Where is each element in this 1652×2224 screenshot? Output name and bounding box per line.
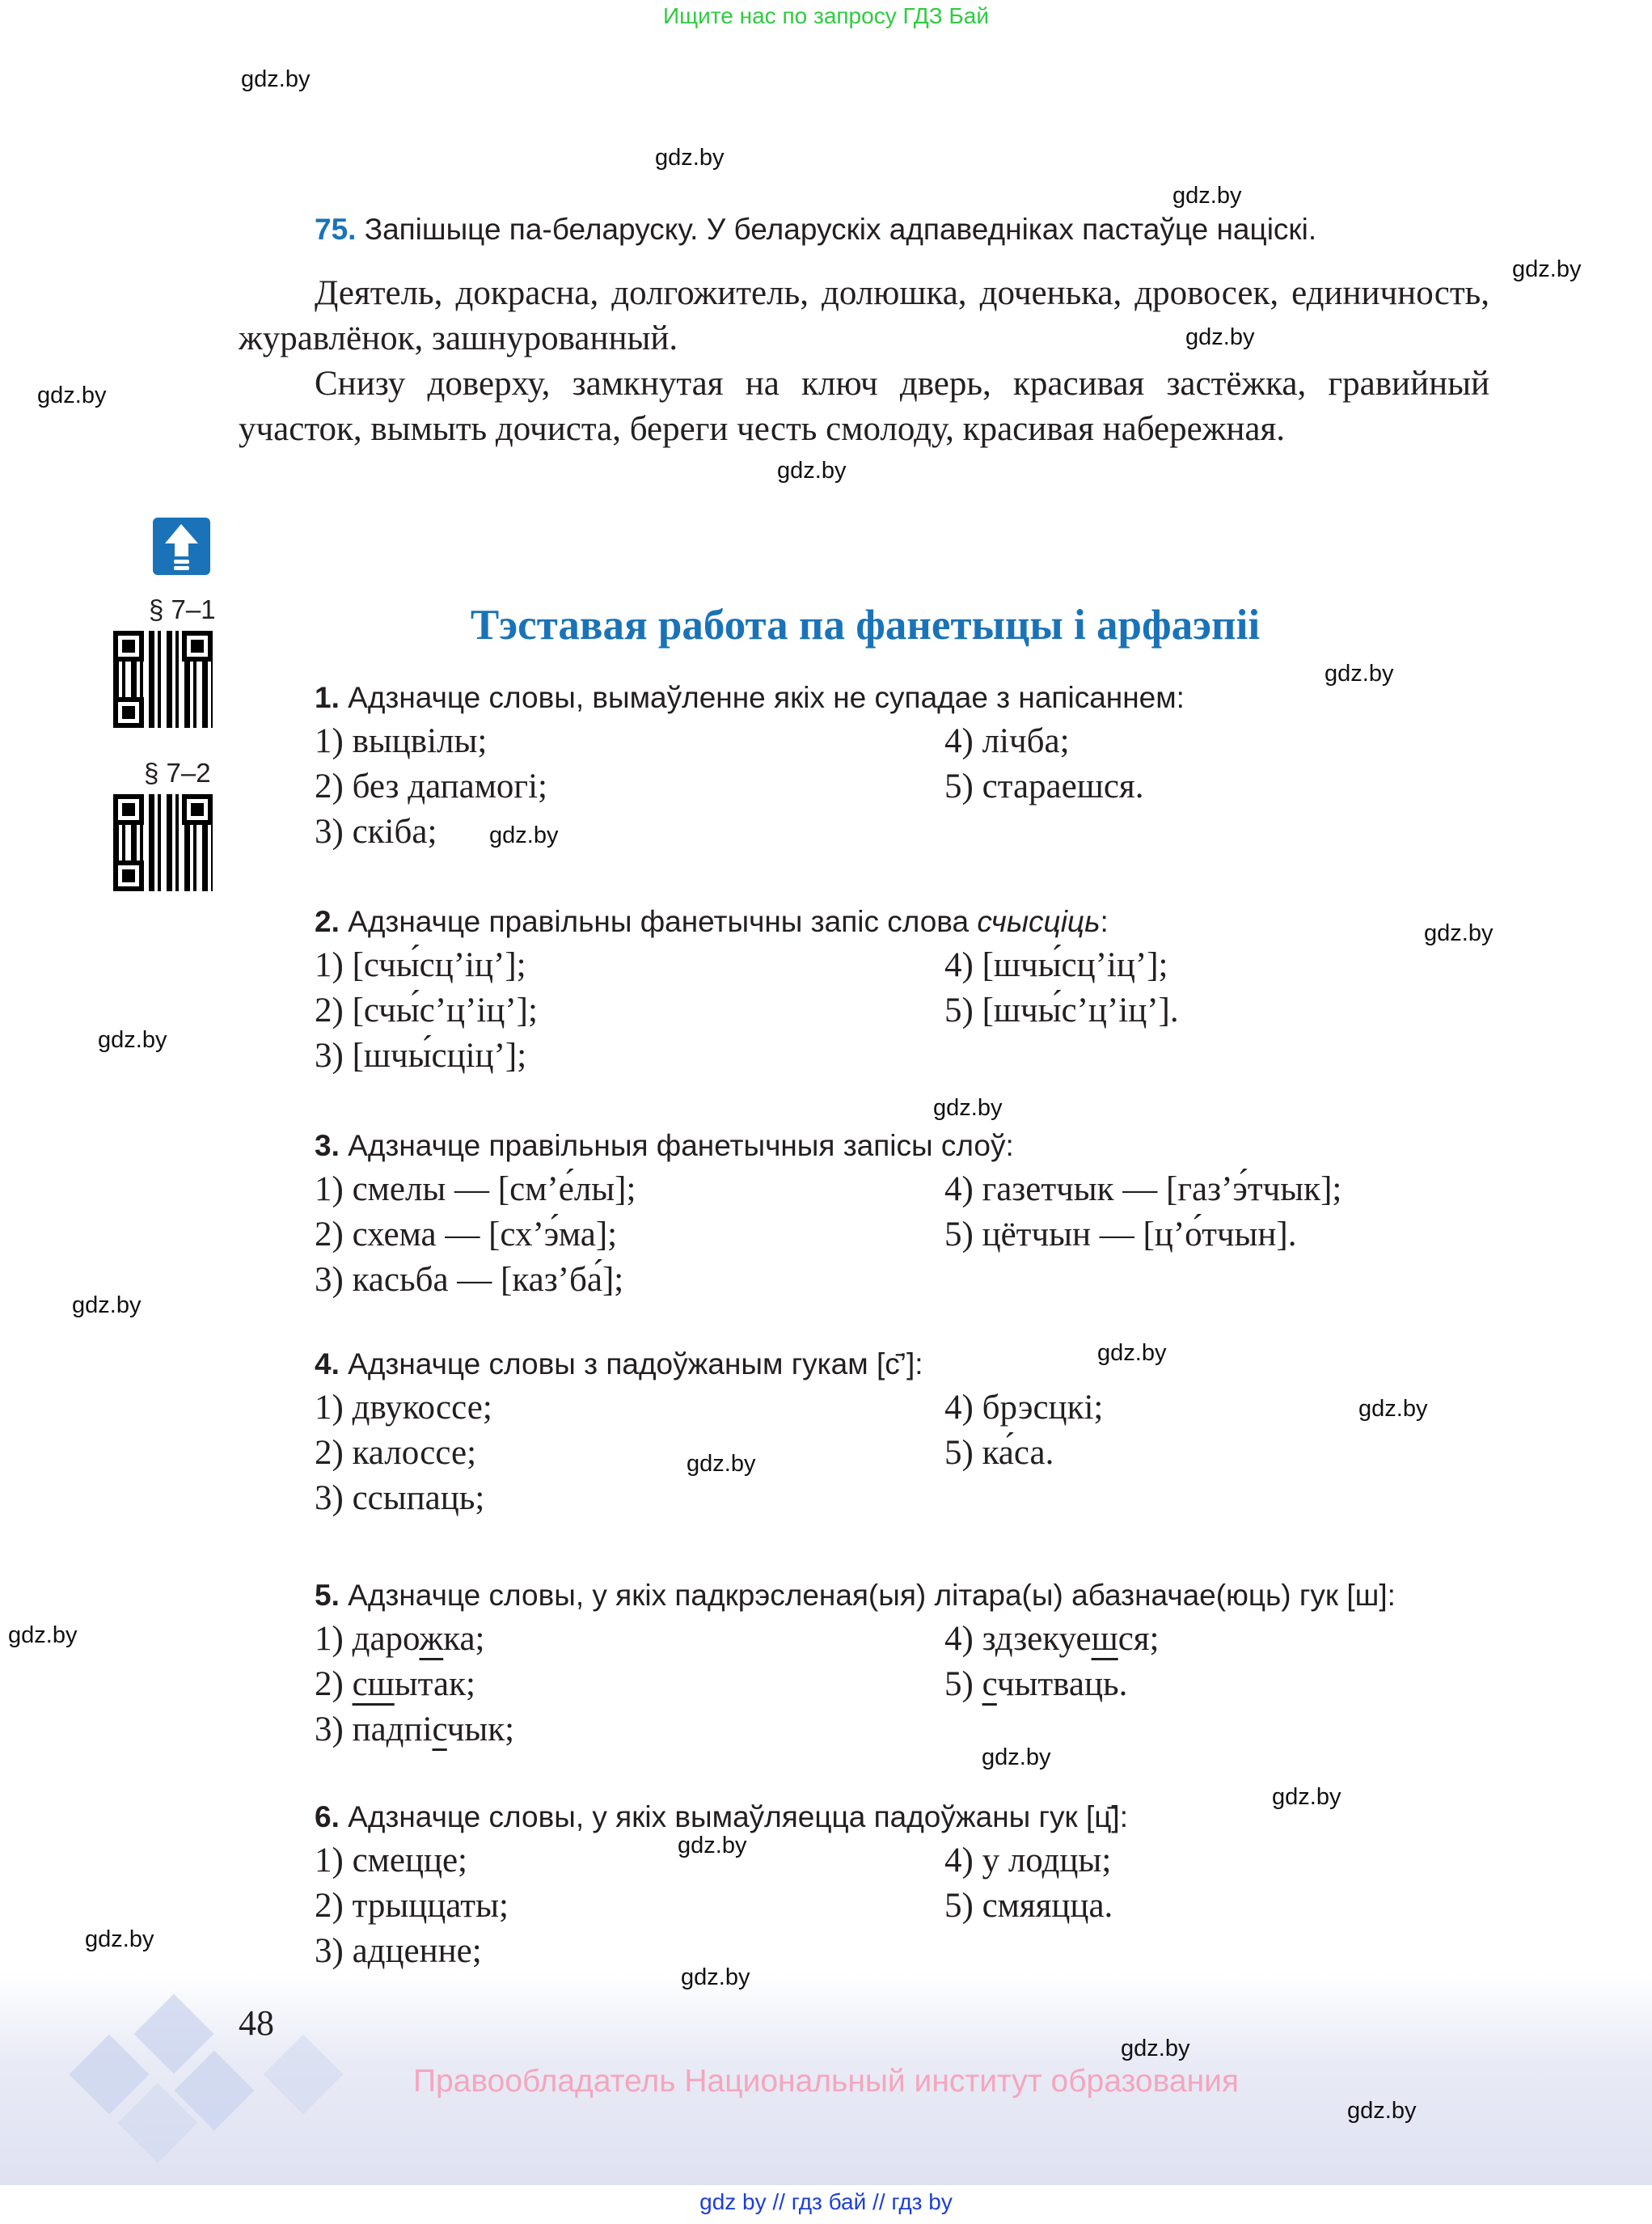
answer-option[interactable] <box>315 943 526 988</box>
answer-option[interactable] <box>315 764 547 810</box>
option-label: 3) адценне; <box>315 1932 482 1970</box>
option-label: 4) у лодцы; <box>944 1841 1112 1879</box>
option-underlined-letters: сш <box>352 1665 395 1703</box>
watermark-text: gdz.by <box>687 1451 756 1477</box>
answer-option[interactable] <box>944 943 1168 988</box>
option-label: 1) <box>315 1620 353 1658</box>
option-label: 2) калоссе; <box>315 1434 477 1472</box>
option-text-pre: здзекуе <box>982 1620 1092 1658</box>
watermark-text: gdz.by <box>241 66 311 92</box>
answer-option[interactable] <box>944 1431 1054 1476</box>
option-label: 4) газетчык — [газ’э́тчык]; <box>944 1170 1342 1208</box>
option-label: 5) смяяцца. <box>944 1887 1113 1925</box>
watermark-text: gdz.by <box>1121 2036 1190 2061</box>
top-banner[interactable]: Ищите нас по запросу ГДЗ Бай <box>662 3 990 28</box>
watermark-text: gdz.by <box>1325 661 1394 687</box>
answer-option[interactable] <box>944 1385 1103 1431</box>
watermark-text: gdz.by <box>72 1292 142 1318</box>
watermark-text: gdz.by <box>655 145 725 171</box>
option-underlined-letters: ж <box>419 1620 444 1658</box>
answer-option[interactable] <box>315 1431 476 1476</box>
upload-arrow-icon[interactable] <box>153 518 210 575</box>
answer-option[interactable] <box>315 1838 467 1884</box>
question-2-prompt <box>315 899 1109 945</box>
exercise-75-paragraph-1: Деятель, докрасна, долгожитель, долюшка, доченька, дровосек, единичность, журавлёнок, зашнурованный. <box>239 274 1489 357</box>
answer-option[interactable] <box>944 1884 1113 1929</box>
option-label: 5) [шчы́с’ц’іц’]. <box>944 991 1179 1030</box>
watermark-text: gdz.by <box>1347 2098 1417 2124</box>
option-label: 1) смелы — [см’е́лы]; <box>315 1170 636 1208</box>
copyright-notice: Правообладатель Национальный институт образования <box>412 2064 1240 2099</box>
question-text: Адзначце правільны фанетычны запіс слова <box>348 905 978 938</box>
option-text-post: чык; <box>446 1710 515 1748</box>
answer-option[interactable] <box>315 1385 492 1431</box>
answer-option[interactable] <box>315 1212 617 1258</box>
option-label: 4) <box>944 1620 982 1658</box>
exercise-75-instruction <box>315 207 1316 252</box>
option-underlined-letters: с <box>432 1710 447 1748</box>
watermark-text: gdz.by <box>1358 1396 1428 1422</box>
option-underlined-letters: с <box>982 1665 997 1703</box>
option-label: 2) [счы́с’ц’іц’]; <box>315 991 538 1030</box>
watermark-text: gdz.by <box>1172 183 1242 209</box>
watermark-text: gdz.by <box>982 1744 1051 1770</box>
answer-option[interactable] <box>944 1838 1111 1884</box>
bottom-links[interactable]: gdz by // гдз бай // гдз by <box>699 2189 953 2214</box>
question-number: 1. <box>315 681 340 714</box>
watermark-text: gdz.by <box>1424 920 1494 946</box>
answer-option[interactable] <box>315 1617 484 1662</box>
option-label: 5) <box>944 1665 982 1703</box>
answer-option[interactable] <box>944 1617 1160 1662</box>
question-number: 3. <box>315 1129 340 1162</box>
option-label: 1) [счы́сц’іц’]; <box>315 946 526 984</box>
watermark-text: gdz.by <box>489 822 559 848</box>
exercise-75-paragraph-2: Снизу доверху, замкнутая на ключ дверь, красивая застёжка, гравийный участок, вымыть дочиста, береги честь смолоду, красивая набережная. <box>239 365 1489 448</box>
qr-code-icon[interactable] <box>113 794 213 891</box>
question-number: 2. <box>315 905 340 938</box>
option-label: 2) трыццаты; <box>315 1887 509 1925</box>
option-text-post: чытваць. <box>996 1665 1128 1703</box>
watermark-text: gdz.by <box>1512 256 1582 282</box>
question-text: Адзначце словы, у якіх падкрэсленая(ыя) літара(ы) абазначае(юць) гук [ш]: <box>348 1579 1396 1612</box>
option-text-pre: падпі <box>352 1710 433 1748</box>
answer-option[interactable] <box>944 988 1179 1034</box>
option-label: 3) [шчы́сціц’]; <box>315 1037 527 1075</box>
question-text: Адзначце словы, у якіх вымаўляецца падоўжаны гук [ц̄]: <box>348 1800 1128 1833</box>
answer-option[interactable] <box>315 1929 482 1974</box>
question-text: Адзначце правільныя фанетычныя запісы слоў: <box>348 1129 1014 1162</box>
option-text-post: ка; <box>443 1620 485 1658</box>
watermark-text: gdz.by <box>8 1622 78 1648</box>
question-word: счысціць <box>977 905 1101 938</box>
question-1-prompt <box>315 675 1185 721</box>
exercise-number: 75. <box>315 213 357 246</box>
option-label: 5) стараешся. <box>944 767 1144 805</box>
watermark-text: gdz.by <box>98 1027 167 1053</box>
question-number: 5. <box>315 1579 340 1612</box>
option-label: 4) брэсцкі; <box>944 1389 1104 1427</box>
answer-option[interactable] <box>315 1167 636 1212</box>
option-label: 1) выцвілы; <box>315 722 488 760</box>
watermark-text: gdz.by <box>37 383 107 408</box>
answer-option[interactable] <box>315 1258 623 1303</box>
watermark-text: gdz.by <box>1185 324 1255 350</box>
question-4-prompt <box>315 1342 923 1387</box>
question-5-prompt <box>315 1573 1396 1618</box>
option-label: 3) ссыпаць; <box>315 1479 485 1517</box>
answer-option[interactable] <box>944 1662 1127 1707</box>
section-link-7-2[interactable]: § 7–2 <box>144 758 211 788</box>
option-text-post: ся; <box>1118 1620 1160 1658</box>
answer-option[interactable] <box>315 1884 509 1929</box>
answer-option[interactable] <box>944 1212 1296 1258</box>
option-underlined-letters: ш <box>1091 1620 1118 1658</box>
question-3-prompt <box>315 1123 1014 1169</box>
watermark-text: gdz.by <box>85 1926 154 1952</box>
watermark-text: gdz.by <box>678 1833 747 1858</box>
section-title: Тэставая работа па фанетыцы і арфаэпіі <box>470 602 1261 649</box>
option-text-pre: даро <box>352 1620 420 1658</box>
option-label: 4) лічба; <box>944 722 1070 760</box>
option-label: 4) [шчы́сц’іц’]; <box>944 946 1168 984</box>
section-link-7-1[interactable]: § 7–1 <box>149 594 216 624</box>
answer-option[interactable] <box>315 719 487 764</box>
option-label: 5) ка́са. <box>944 1434 1054 1472</box>
question-tail: : <box>1100 905 1109 938</box>
answer-option[interactable] <box>944 764 1143 810</box>
question-number: 6. <box>315 1800 340 1833</box>
answer-option[interactable] <box>315 810 437 855</box>
option-label: 3) касьба — [каз’ба́]; <box>315 1261 624 1299</box>
option-label: 2) без дапамогі; <box>315 767 547 805</box>
option-label: 1) смецце; <box>315 1841 468 1879</box>
watermark-text: gdz.by <box>681 1964 750 1990</box>
answer-option[interactable] <box>315 1034 526 1079</box>
option-text-post: ытак; <box>394 1665 475 1703</box>
watermark-text: gdz.by <box>1097 1340 1167 1366</box>
watermark-text: gdz.by <box>933 1095 1003 1121</box>
answer-option[interactable] <box>315 1662 475 1707</box>
answer-option[interactable] <box>944 1167 1341 1212</box>
question-text: Адзначце словы, вымаўленне якіх не супадае з напісаннем: <box>348 681 1185 714</box>
option-label: 3) <box>315 1710 353 1748</box>
answer-option[interactable] <box>315 988 538 1034</box>
option-label: 2) схема — [сх’э́ма]; <box>315 1216 618 1254</box>
option-label: 2) <box>315 1665 353 1703</box>
question-number: 4. <box>315 1347 340 1380</box>
option-label: 1) двукоссе; <box>315 1389 492 1427</box>
watermark-text: gdz.by <box>777 458 847 484</box>
watermark-text: gdz.by <box>1272 1784 1341 1810</box>
answer-option[interactable] <box>315 1476 484 1521</box>
option-label: 3) скіба; <box>315 813 437 851</box>
instruction-text: Запішыце па-беларуску. У беларускіх адпаведніках пастаўце націскі. <box>364 213 1317 246</box>
answer-option[interactable] <box>315 1707 514 1753</box>
page-number: 48 <box>239 2003 274 2043</box>
option-label: 5) цётчын — [ц’о́тчын]. <box>944 1216 1297 1254</box>
answer-option[interactable] <box>944 719 1070 764</box>
question-text: Адзначце словы з падоўжаным гукам [с̄’]: <box>348 1347 923 1380</box>
